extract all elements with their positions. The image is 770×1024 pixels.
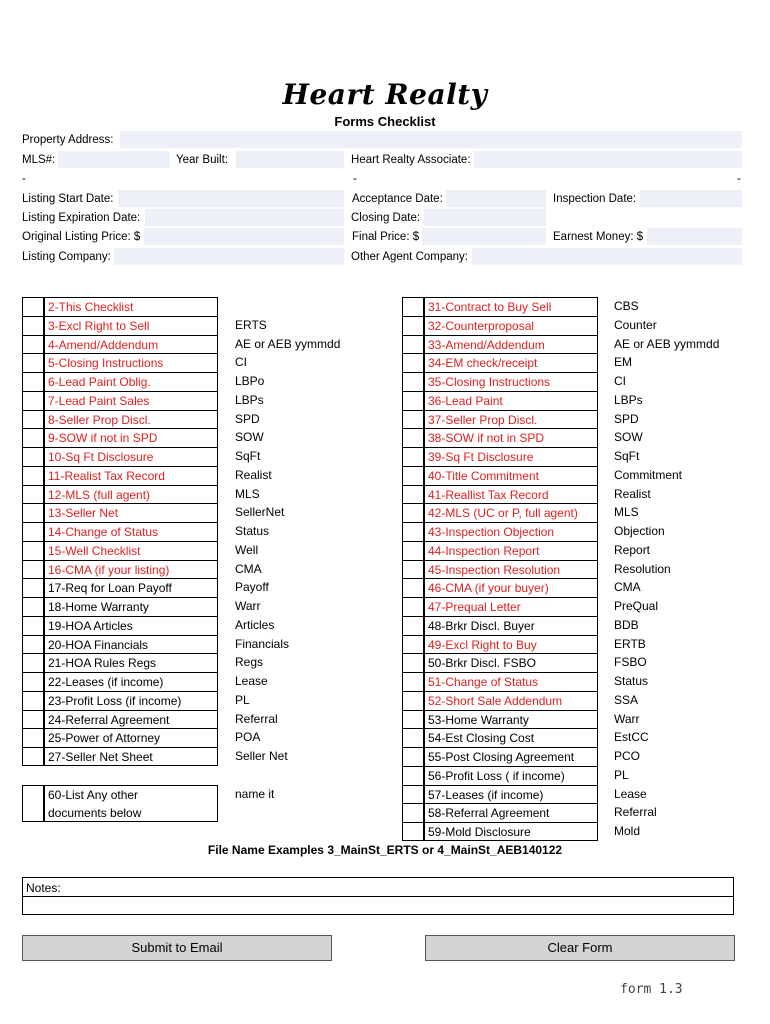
right-item-abbr: Objection xyxy=(614,524,665,538)
right-item-abbr: SOW xyxy=(614,430,643,445)
other-agent-input[interactable] xyxy=(472,248,742,265)
left-item-abbr: Articles xyxy=(235,617,275,632)
right-item-label: 37-Seller Prop Discl. xyxy=(424,410,598,429)
right-item-abbr: PL xyxy=(614,767,629,782)
listing-start-label: Listing Start Date: xyxy=(22,193,114,205)
right-item-abbr: PreQual xyxy=(614,599,659,613)
left-checkbox[interactable] xyxy=(22,297,44,316)
right-item-abbr: Resolution xyxy=(614,561,671,576)
right-item-label: 50-Brkr Discl. FSBO xyxy=(424,653,598,672)
right-checkbox[interactable] xyxy=(402,391,424,410)
left-item-abbr: Lease xyxy=(235,674,268,688)
associate-input[interactable] xyxy=(474,151,742,168)
left-item-abbr: SqFt xyxy=(235,449,261,463)
left-item-label: 14-Change of Status xyxy=(44,522,218,541)
left-item-label: 6-Lead Paint Oblig. xyxy=(44,372,218,391)
right-item-abbr: Realist xyxy=(614,486,651,501)
right-checkbox[interactable] xyxy=(402,541,424,560)
right-item-abbr: FSBO xyxy=(614,655,647,670)
right-item-abbr: AE or AEB yymmdd xyxy=(614,336,720,351)
right-checkbox[interactable] xyxy=(402,578,424,597)
right-item-label: 52-Short Sale Addendum xyxy=(424,691,598,710)
right-item-label: 45-Inspection Resolution xyxy=(424,560,598,579)
other-agent-label: Other Agent Company: xyxy=(351,251,468,263)
right-checkbox[interactable] xyxy=(402,653,424,672)
right-item-abbr: CMA xyxy=(614,580,641,595)
left-item-label: 13-Seller Net xyxy=(44,503,218,522)
right-checkbox[interactable] xyxy=(402,822,424,841)
earnest-input[interactable] xyxy=(647,228,742,245)
right-item-label: 32-Counterproposal xyxy=(424,316,598,335)
right-item-abbr: Referral xyxy=(614,805,657,820)
right-checkbox[interactable] xyxy=(402,710,424,729)
right-item-abbr: CBS xyxy=(614,299,639,313)
left-checkbox[interactable] xyxy=(22,428,44,447)
right-item-label: 47-Prequal Letter xyxy=(424,597,598,616)
right-item-label: 51-Change of Status xyxy=(424,672,598,691)
left-item-label: 17-Req for Loan Payoff xyxy=(44,578,218,597)
right-checkbox[interactable] xyxy=(402,597,424,616)
right-checkbox[interactable] xyxy=(402,635,424,654)
right-item-abbr: SPD xyxy=(614,411,639,426)
left-item-abbr: CMA xyxy=(235,561,262,576)
left-item-abbr: Realist xyxy=(235,467,272,482)
right-checkbox[interactable] xyxy=(402,672,424,691)
page-title: Heart Realty xyxy=(282,78,488,111)
left-item-label: 16-CMA (if your listing) xyxy=(44,560,218,579)
left-item-label: 15-Well Checklist xyxy=(44,541,218,560)
page-subtitle: Forms Checklist xyxy=(334,114,436,129)
listing-expiration-label: Listing Expiration Date: xyxy=(22,212,141,224)
right-checkbox[interactable] xyxy=(402,766,424,785)
left-checkbox[interactable] xyxy=(22,372,44,391)
right-item-label: 54-Est Closing Cost xyxy=(424,728,598,747)
file-name-examples: File Name Examples 3_MainSt_ERTS or 4_MainSt_AEB140122 xyxy=(207,843,563,857)
right-item-label: 34-EM check/receipt xyxy=(424,353,598,372)
left-checkbox[interactable] xyxy=(22,466,44,485)
left-checkbox[interactable] xyxy=(22,391,44,410)
left-checkbox[interactable] xyxy=(22,728,44,747)
right-checkbox[interactable] xyxy=(402,335,424,354)
property-address-input[interactable] xyxy=(120,131,742,148)
right-checkbox[interactable] xyxy=(402,616,424,635)
left-item-label: 11-Realist Tax Record xyxy=(44,466,218,485)
notes-divider xyxy=(22,896,734,897)
right-item-abbr: Lease xyxy=(614,786,647,801)
inspection-input[interactable] xyxy=(640,190,742,207)
left-item-label: 5-Closing Instructions xyxy=(44,353,218,372)
left-item-abbr: POA xyxy=(235,730,261,745)
submit-button[interactable]: Submit to Email xyxy=(22,935,332,961)
left-item-label: 9-SOW if not in SPD xyxy=(44,428,218,447)
left-item-abbr: Financials xyxy=(235,636,290,651)
left-item-label: 21-HOA Rules Regs xyxy=(44,653,218,672)
left-item-label: 18-Home Warranty xyxy=(44,597,218,616)
right-checkbox[interactable] xyxy=(402,560,424,579)
left-checkbox[interactable] xyxy=(22,691,44,710)
left-item-abbr: Seller Net xyxy=(235,749,288,763)
right-checkbox[interactable] xyxy=(402,503,424,522)
extra-item xyxy=(44,785,218,822)
left-item-label: 12-MLS (full agent) xyxy=(44,485,218,504)
right-item-abbr: LBPs xyxy=(614,392,643,407)
listing-company-label: Listing Company: xyxy=(22,251,111,263)
left-checkbox[interactable] xyxy=(22,335,44,354)
left-checkbox[interactable] xyxy=(22,635,44,654)
left-item-abbr: PL xyxy=(235,692,250,707)
right-item-abbr: SqFt xyxy=(614,449,640,463)
left-checkbox[interactable] xyxy=(22,747,44,766)
extra-checkbox[interactable] xyxy=(22,785,44,822)
left-item-abbr: ERTS xyxy=(235,317,267,332)
left-checkbox[interactable] xyxy=(22,410,44,429)
left-item-abbr: LBPo xyxy=(235,374,265,388)
acceptance-input[interactable] xyxy=(446,190,546,207)
original-price-input[interactable] xyxy=(144,228,344,245)
listing-expiration-input[interactable] xyxy=(145,209,344,226)
right-checkbox[interactable] xyxy=(402,410,424,429)
right-checkbox[interactable] xyxy=(402,428,424,447)
right-item-label: 56-Profit Loss ( if income) xyxy=(424,766,598,785)
left-checkbox[interactable] xyxy=(22,485,44,504)
right-item-label: 55-Post Closing Agreement xyxy=(424,747,598,766)
right-checkbox[interactable] xyxy=(402,485,424,504)
left-item-abbr: LBPs xyxy=(235,392,264,407)
right-checkbox[interactable] xyxy=(402,691,424,710)
right-item-label: 43-Inspection Objection xyxy=(424,522,598,541)
year-built-label: Year Built: xyxy=(176,154,228,166)
left-checkbox[interactable] xyxy=(22,560,44,579)
left-item-abbr: Warr xyxy=(235,599,261,613)
left-item-abbr: Referral xyxy=(235,711,278,726)
associate-label: Heart Realty Associate: xyxy=(351,154,471,166)
left-item-label: 2-This Checklist xyxy=(44,297,218,316)
right-item-abbr: Counter xyxy=(614,317,657,332)
left-item-label: 10-Sq Ft Disclosure xyxy=(44,447,218,466)
right-item-label: 58-Referral Agreement xyxy=(424,803,598,822)
right-checkbox[interactable] xyxy=(402,372,424,391)
right-checkbox[interactable] xyxy=(402,522,424,541)
right-item-label: 31-Contract to Buy Sell xyxy=(424,297,598,316)
right-item-label: 36-Lead Paint xyxy=(424,391,598,410)
right-item-label: 38-SOW if not in SPD xyxy=(424,428,598,447)
right-item-abbr: CI xyxy=(614,374,626,388)
right-item-abbr: SSA xyxy=(614,692,639,707)
dash-left: - xyxy=(22,173,26,185)
right-item-label: 40-Title Commitment xyxy=(424,466,598,485)
left-checkbox[interactable] xyxy=(22,447,44,466)
clear-button[interactable]: Clear Form xyxy=(425,935,735,961)
right-item-label: 53-Home Warranty xyxy=(424,710,598,729)
final-price-label: Final Price: $ xyxy=(352,231,420,243)
right-item-label: 39-Sq Ft Disclosure xyxy=(424,447,598,466)
earnest-label: Earnest Money: $ xyxy=(553,231,644,243)
left-item-label: 25-Power of Attorney xyxy=(44,728,218,747)
left-item-abbr: SPD xyxy=(235,411,260,426)
right-checkbox[interactable] xyxy=(402,316,424,335)
right-item-label: 35-Closing Instructions xyxy=(424,372,598,391)
left-item-label: 27-Seller Net Sheet xyxy=(44,747,218,766)
right-item-label: 59-Mold Disclosure xyxy=(424,822,598,841)
right-item-abbr: Mold xyxy=(614,824,641,838)
left-item-abbr: SOW xyxy=(235,430,264,445)
left-item-label: 23-Profit Loss (if income) xyxy=(44,691,218,710)
right-item-label: 33-Amend/Addendum xyxy=(424,335,598,354)
right-item-label: 46-CMA (if your buyer) xyxy=(424,578,598,597)
left-item-label: 20-HOA Financials xyxy=(44,635,218,654)
extra-item-line2: documents below xyxy=(48,806,142,820)
left-item-label: 7-Lead Paint Sales xyxy=(44,391,218,410)
right-item-abbr: EstCC xyxy=(614,730,649,745)
right-item-label: 42-MLS (UC or P, full agent) xyxy=(424,503,598,522)
listing-start-input[interactable] xyxy=(118,190,344,207)
extra-abbr: name it xyxy=(235,787,275,801)
left-item-label: 24-Referral Agreement xyxy=(44,710,218,729)
left-item-abbr: MLS xyxy=(235,486,260,501)
right-item-label: 48-Brkr Discl. Buyer xyxy=(424,616,598,635)
closing-input[interactable] xyxy=(424,209,546,226)
mls-input[interactable] xyxy=(58,151,170,168)
left-item-label: 19-HOA Articles xyxy=(44,616,218,635)
mls-label: MLS#: xyxy=(22,154,56,166)
right-item-abbr: ERTB xyxy=(614,636,646,651)
left-item-abbr: SellerNet xyxy=(235,505,285,520)
right-item-label: 41-Reallist Tax Record xyxy=(424,485,598,504)
left-checkbox[interactable] xyxy=(22,316,44,335)
right-checkbox[interactable] xyxy=(402,297,424,316)
left-checkbox[interactable] xyxy=(22,653,44,672)
right-item-abbr: EM xyxy=(614,355,632,370)
left-checkbox[interactable] xyxy=(22,710,44,729)
left-item-abbr: Payoff xyxy=(235,580,269,595)
original-price-label: Original Listing Price: $ xyxy=(22,231,141,243)
left-item-label: 4-Amend/Addendum xyxy=(44,335,218,354)
right-checkbox[interactable] xyxy=(402,353,424,372)
right-item-abbr: PCO xyxy=(614,749,641,763)
extra-item-line1: 60-List Any other xyxy=(48,788,139,802)
acceptance-label: Acceptance Date: xyxy=(352,193,443,205)
notes-label: Notes: xyxy=(26,881,61,895)
final-price-input[interactable] xyxy=(422,228,546,245)
left-item-abbr: Well xyxy=(235,542,259,557)
right-item-label: 57-Leases (if income) xyxy=(424,785,598,804)
right-item-abbr: Warr xyxy=(614,711,640,726)
right-item-abbr: Report xyxy=(614,542,651,557)
right-item-abbr: Status xyxy=(614,674,649,688)
left-checkbox[interactable] xyxy=(22,616,44,635)
year-built-input[interactable] xyxy=(236,151,344,168)
right-checkbox[interactable] xyxy=(402,447,424,466)
left-item-abbr: CI xyxy=(235,355,247,370)
right-checkbox[interactable] xyxy=(402,747,424,766)
right-item-label: 49-Excl Right to Buy xyxy=(424,635,598,654)
right-item-abbr: MLS xyxy=(614,505,639,520)
left-checkbox[interactable] xyxy=(22,672,44,691)
left-item-label: 3-Excl Right to Sell xyxy=(44,316,218,335)
left-checkbox[interactable] xyxy=(22,503,44,522)
property-address-label: Property Address: xyxy=(22,134,114,146)
closing-label: Closing Date: xyxy=(351,212,421,224)
right-item-label: 44-Inspection Report xyxy=(424,541,598,560)
left-item-abbr: Status xyxy=(235,524,270,538)
left-item-abbr: Regs xyxy=(235,655,264,670)
dash-mid: - xyxy=(353,173,357,185)
right-checkbox[interactable] xyxy=(402,803,424,822)
left-checkbox[interactable] xyxy=(22,353,44,372)
left-item-label: 8-Seller Prop Discl. xyxy=(44,410,218,429)
inspection-label: Inspection Date: xyxy=(553,193,637,205)
left-item-abbr: AE or AEB yymmdd xyxy=(235,336,341,351)
left-checkbox[interactable] xyxy=(22,522,44,541)
form-version: form 1.3 xyxy=(620,982,683,997)
right-checkbox[interactable] xyxy=(402,728,424,747)
left-checkbox[interactable] xyxy=(22,597,44,616)
right-item-abbr: BDB xyxy=(614,617,639,632)
left-checkbox[interactable] xyxy=(22,578,44,597)
right-checkbox[interactable] xyxy=(402,785,424,804)
right-checkbox[interactable] xyxy=(402,466,424,485)
left-checkbox[interactable] xyxy=(22,541,44,560)
dash-right: - xyxy=(737,173,741,185)
right-item-abbr: Commitment xyxy=(614,467,683,482)
left-item-label: 22-Leases (if income) xyxy=(44,672,218,691)
listing-company-input[interactable] xyxy=(114,248,344,265)
